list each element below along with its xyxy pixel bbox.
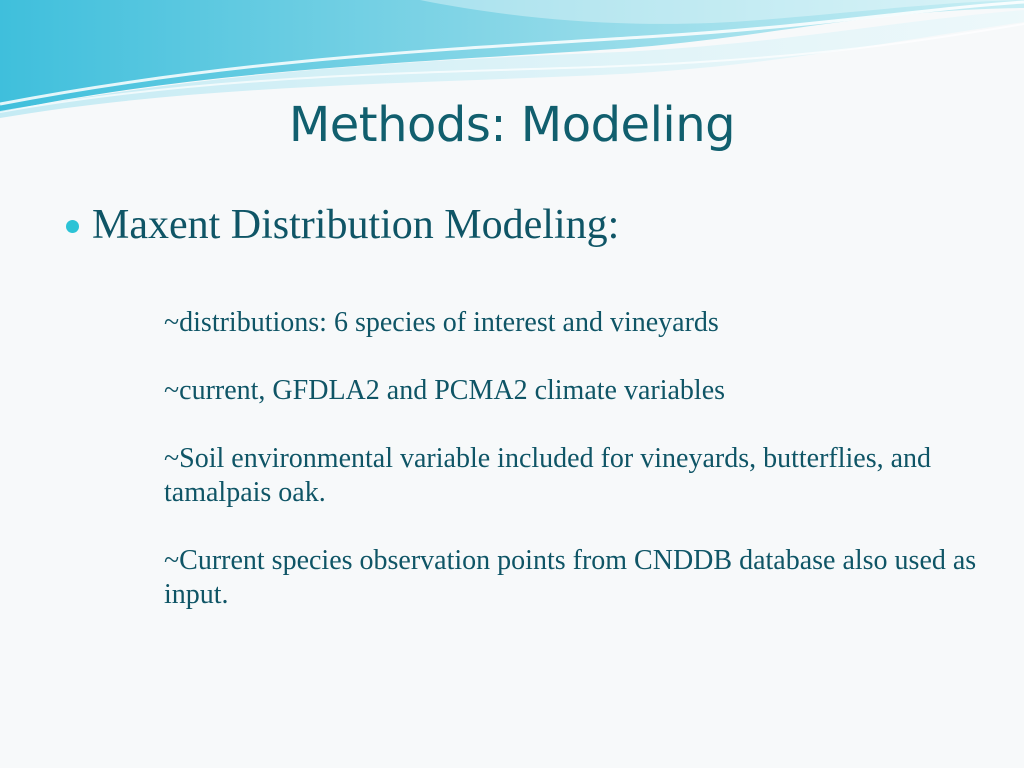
sub-item: ~current, GFDLA2 and PCMA2 climate variables	[164, 375, 726, 406]
sub-item: ~Soil environmental variable included for vineyards, butterflies, and tamalpais oak.	[164, 443, 932, 508]
main-bullet	[66, 200, 619, 250]
sub-item: ~Current species observation points from CNDDB database also used as input.	[164, 545, 977, 610]
sub-item: ~distributions: 6 species of interest and vineyards	[164, 307, 719, 338]
main-bullet-text: Maxent Distribution Modeling:	[92, 202, 620, 248]
bullet-dot-icon	[66, 220, 79, 233]
slide-title: Methods: Modeling	[288, 97, 736, 153]
sub-item-list	[164, 306, 984, 646]
